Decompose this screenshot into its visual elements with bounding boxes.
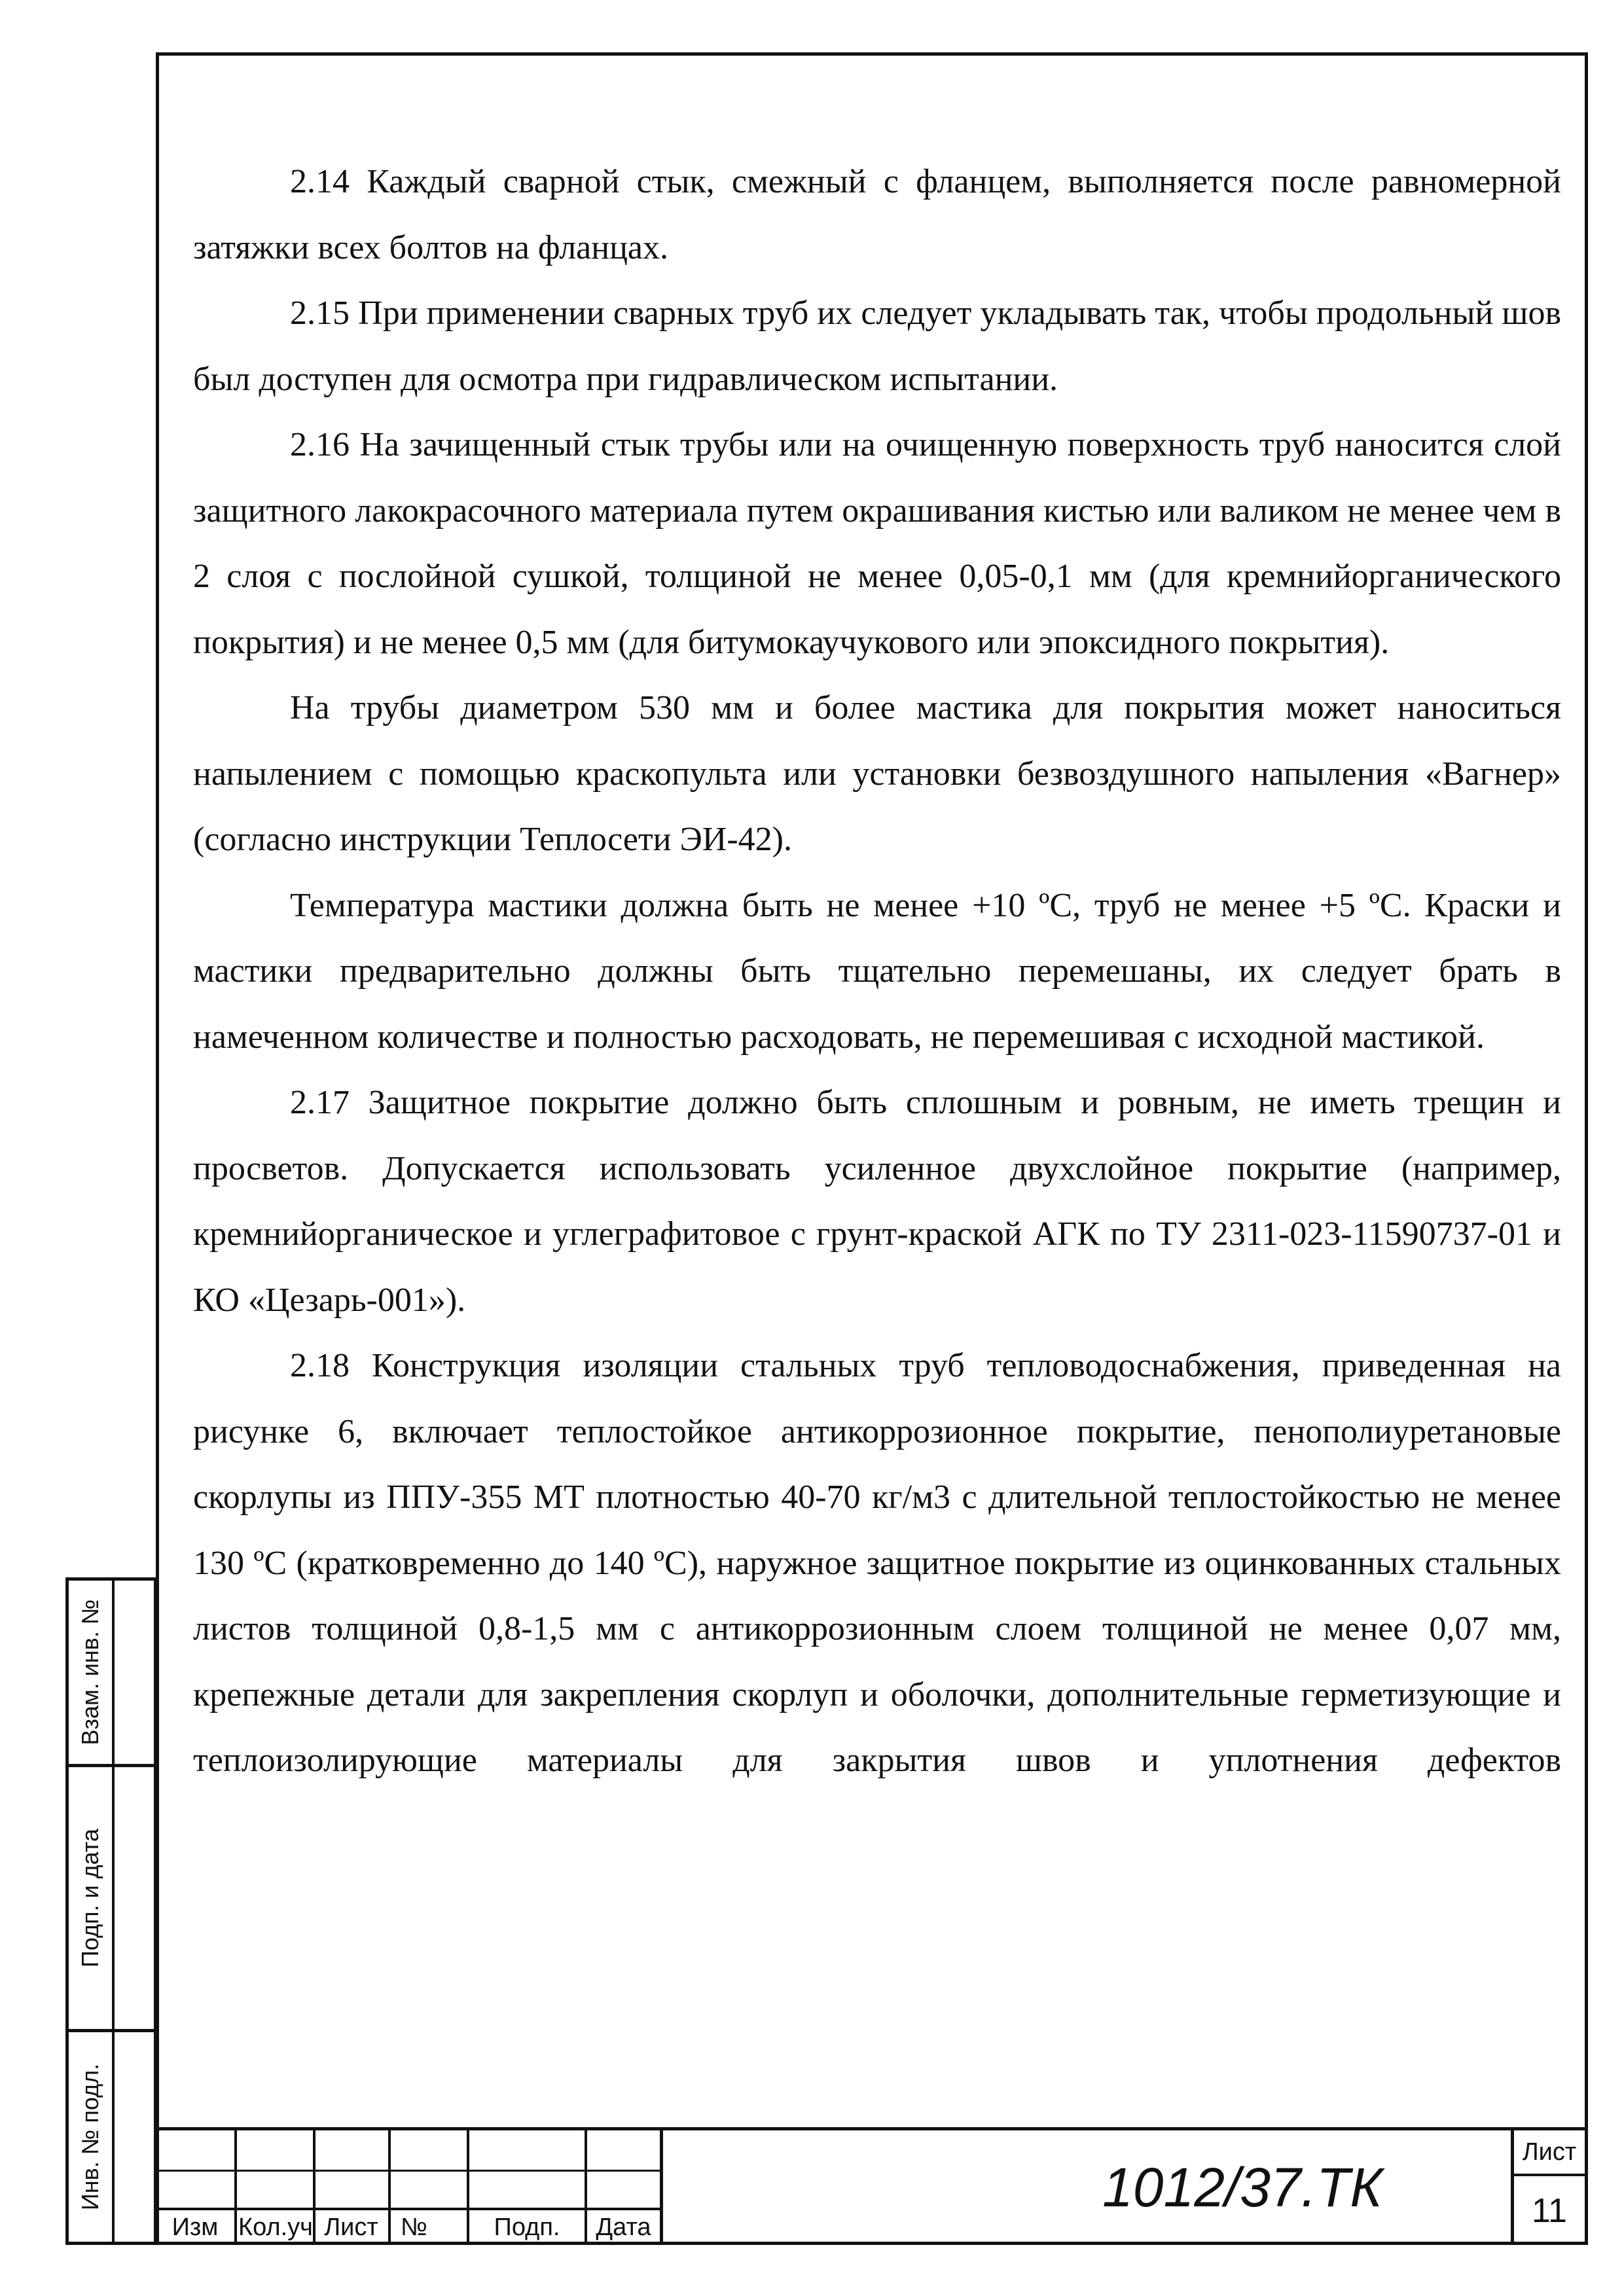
paragraph: Температура мастики должна быть не менее +10 ºС, труб не менее +5 ºС. Краски и мастики предварительно должны быть тщательно перемешаны, их следует брать в намеченном количестве и полностью расходовать, не перемешивая с исходной мастикой. [193, 886, 1561, 1056]
side-stamp-inv-podl-label: Инв. № подл. [77, 2063, 103, 2211]
side-stamp-vzam-inv-label: Взам. инв. № [77, 1599, 103, 1746]
column-header: Изм [171, 2213, 219, 2241]
sheet-label: Лист [1522, 2138, 1577, 2166]
column-header-text: № [401, 2213, 427, 2241]
column-header: Дата [596, 2213, 651, 2241]
side-stamp-inv-podl [65, 2029, 157, 2245]
side-stamp-podp-data-label: Подп. и дата [77, 1828, 103, 1968]
sheet-number: 11 [1532, 2191, 1567, 2230]
column-header: Лист [324, 2213, 378, 2241]
paragraph: 2.17 Защитное покрытие должно быть сплошным и ровным, не иметь трещин и просветов. Допускается использовать усиленное двухслойное покрытие (например, кремнийорганическое и углеграфитовое с грунт-краской АГК по ТУ 2311-023-11590737-01 и КО «Цезарь-001»). [193, 1084, 1561, 1319]
paragraph: 2.14 Каждый сварной стык, смежный с фланцем, выполняется после равномерной затяжки всех болтов на фланцах. [193, 163, 1561, 266]
side-stamp-podp-data [65, 1764, 157, 2032]
document-code: 1012/37.ТК [1102, 2157, 1382, 2218]
column-header [391, 2209, 467, 2246]
title-block-rule [660, 2130, 663, 2245]
column-header [236, 2209, 313, 2246]
column-header-text: Кол.уч [238, 2213, 313, 2241]
side-stamp-vzam-inv [65, 1577, 157, 1767]
paragraph: 2.15 При применении сварных труб их следует укладывать так, чтобы продольный шов был доступен для осмотра при гидравлическом испытании. [193, 295, 1561, 398]
paragraph: На трубы диаметром 530 мм и более мастика для покрытия может наноситься напылением с помощью краскопульта или установки безвоздушного напыления «Вагнер» (согласно инструкции Теплосети ЭИ-42). [193, 689, 1561, 858]
title-block-rule [388, 2130, 391, 2245]
title-block [156, 2127, 1588, 2248]
paragraph: 2.18 Конструкция изоляции стальных труб тепловодоснабжения, приведенная на рисунке 6, включает теплостойкое антикоррозионное покрытие, пенополиуретановые скорлупы из ППУ-355 МТ плотностью 40-70 кг/м3 с длительной теплостойкостью не менее 130 ºС (кратковременно до 140 ºС), наружное защитное покрытие из оцинкованных стальных листов толщиной 0,8-1,5 мм с антикоррозионным слоем толщиной не менее 0,07 мм, крепежные детали для закрепления скорлуп и оболочки, дополнительные герметизующие и теплоизолирующие материалы для закрытия швов и уплотнения дефектов [193, 1347, 1561, 1779]
column-header: Подп. [494, 2213, 560, 2241]
paragraph: 2.16 На зачищенный стык трубы или на очищенную поверхность труб наносится слой защитного лакокрасочного материала путем окрашивания кистью или валиком не менее чем в 2 слоя с послойной сушкой, толщиной не менее 0,05-0,1 мм (для кремнийорганического покрытия) и не менее 0,5 мм (для битумокаучукового или эпоксидного покрытия). [193, 426, 1561, 661]
document-body [193, 149, 1561, 1794]
